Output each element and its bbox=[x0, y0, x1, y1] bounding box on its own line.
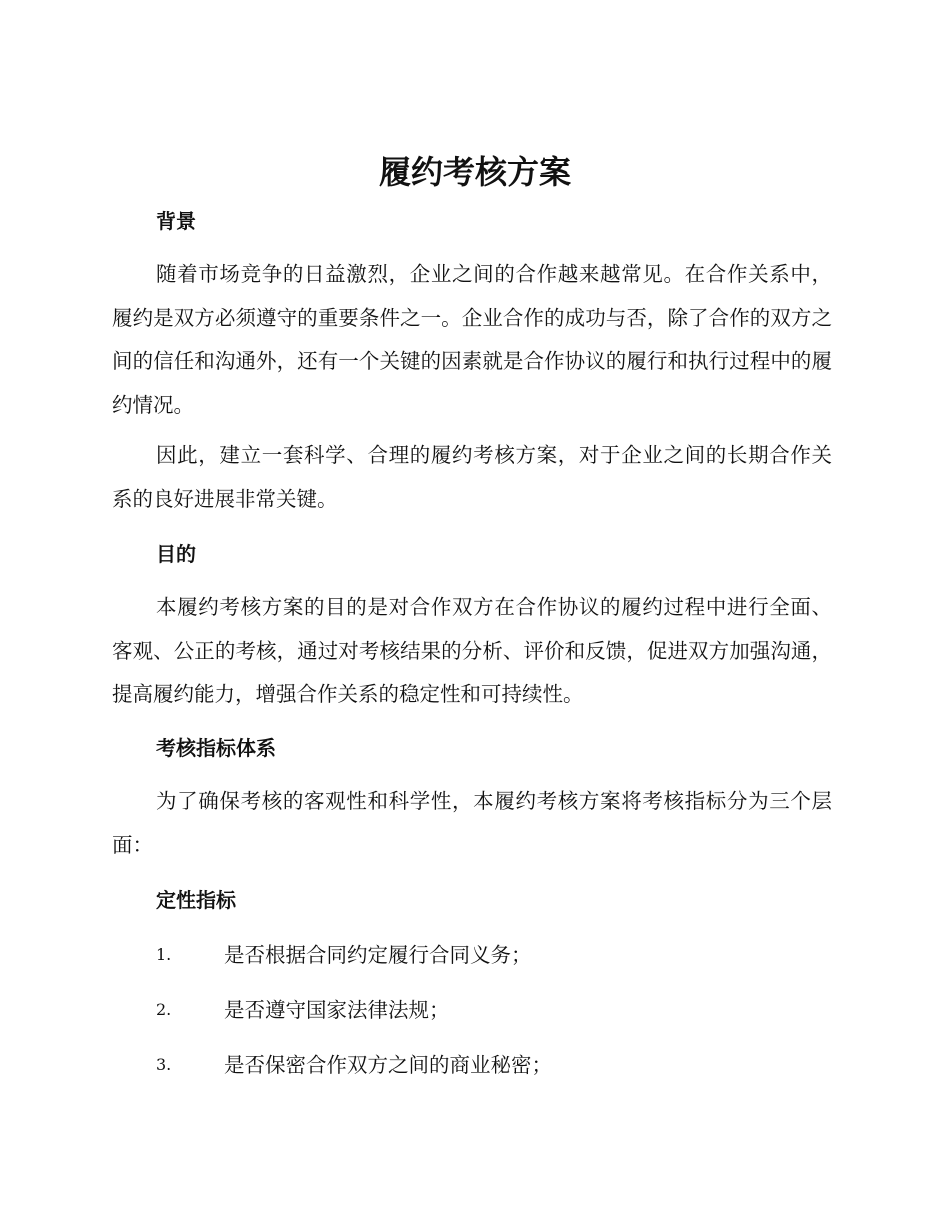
section-heading-purpose: 目的 bbox=[156, 542, 196, 566]
list-item-text: 是否遵守国家法律法规； bbox=[224, 998, 450, 1022]
list-item-number: 3. bbox=[156, 1055, 172, 1074]
section-heading-qualitative: 定性指标 bbox=[156, 888, 236, 912]
background-paragraph-2: 因此，建立一套科学、合理的履约考核方案，对于企业之间的长期合作关系的良好进展非常关键。 bbox=[112, 443, 832, 511]
indicators-paragraph-1: 为了确保考核的客观性和科学性，本履约考核方案将考核指标分为三个层面： bbox=[112, 789, 832, 857]
background-paragraph-1: 随着市场竞争的日益激烈，企业之间的合作越来越常见。在合作关系中，履约是双方必须遵守的重要条件之一。企业合作的成功与否，除了合作的双方之间的信任和沟通外，还有一个关键的因素就是合作协议的履行和执行过程中的履约情况。 bbox=[112, 262, 832, 417]
section-heading-indicators: 考核指标体系 bbox=[156, 736, 276, 760]
purpose-paragraph-1: 本履约考核方案的目的是对合作双方在合作协议的履约过程中进行全面、客观、公正的考核，通过对考核结果的分析、评价和反馈，促进双方加强沟通，提高履约能力，增强合作关系的稳定性和可持续性。 bbox=[112, 595, 832, 706]
document-title: 履约考核方案 bbox=[378, 153, 571, 191]
section-heading-background: 背景 bbox=[156, 209, 196, 233]
list-item-text: 是否保密合作双方之间的商业秘密； bbox=[224, 1053, 552, 1077]
list-item-number: 2. bbox=[156, 1000, 172, 1019]
list-item-text: 是否根据合同约定履行合同义务； bbox=[224, 943, 532, 967]
list-item-number: 1. bbox=[156, 945, 172, 964]
